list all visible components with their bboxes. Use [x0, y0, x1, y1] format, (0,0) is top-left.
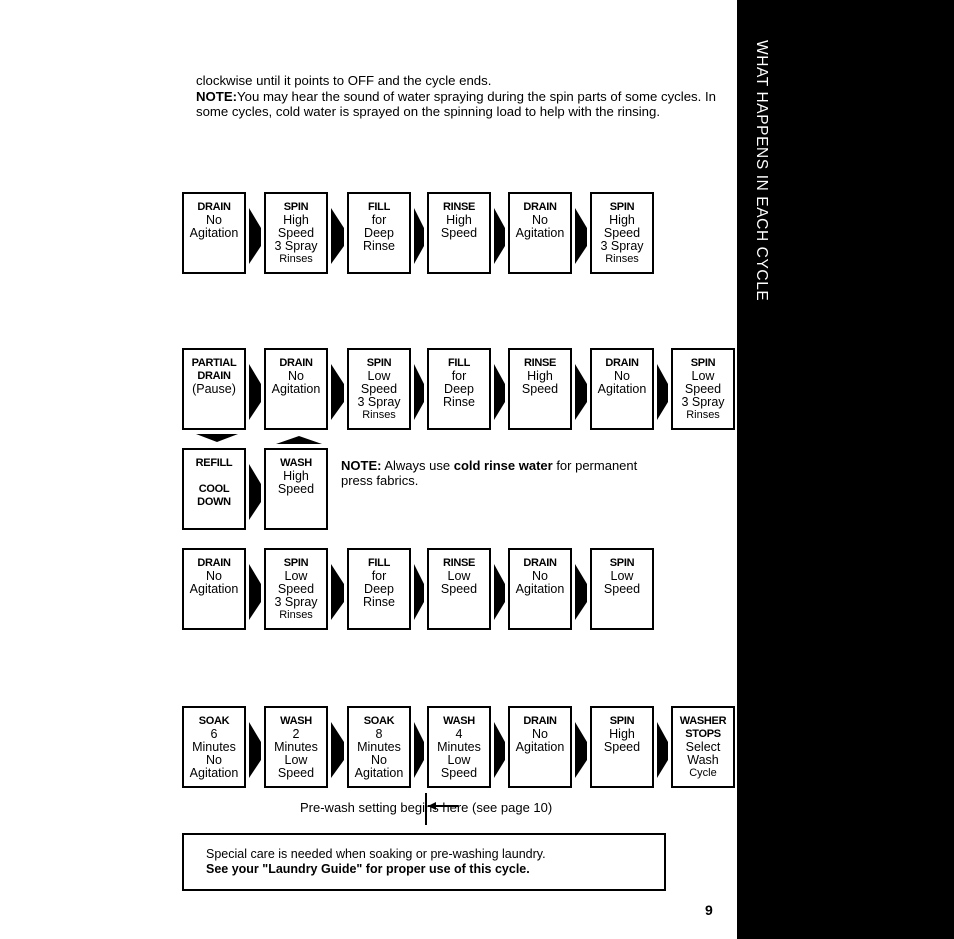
cycle-step: [264, 706, 328, 788]
step-line: Speed: [440, 582, 478, 596]
cycle-step: [182, 548, 246, 630]
step-line: Low: [367, 369, 391, 383]
flow-arrow-icon: [248, 720, 262, 780]
flow-arrow-icon: [574, 720, 588, 780]
up-arrow-icon: [276, 434, 322, 446]
flow-arrow-icon: [574, 362, 588, 422]
flow-arrow-icon: [248, 206, 262, 266]
step-line: Speed: [521, 382, 559, 396]
step-line: Agitation: [515, 740, 565, 754]
step-line: High: [283, 213, 309, 227]
cycle-step: [671, 706, 735, 788]
down-arrow-icon: [196, 432, 238, 444]
step-line: High: [527, 369, 553, 383]
step-line: Deep: [364, 226, 394, 240]
step-line: Agitation: [354, 766, 404, 780]
cycle-step: [508, 192, 572, 274]
flow-arrow-icon: [330, 720, 345, 780]
step-line: No: [532, 569, 548, 583]
cycle-step: [347, 548, 411, 630]
cycle-step: [590, 548, 654, 630]
step-line: No: [614, 369, 630, 383]
step-line: Speed: [684, 382, 722, 396]
special-line1: Special care is needed when soaking or pre-washing laundry.: [206, 847, 546, 861]
flow-arrow-icon: [413, 206, 425, 266]
step-line: FILL: [447, 357, 470, 369]
step-line: Rinses: [362, 409, 396, 421]
step-line: 3 Spray: [274, 595, 318, 609]
step-line: Select: [685, 740, 721, 754]
cycle-step: [264, 348, 328, 430]
step-line: Low: [284, 569, 308, 583]
flow-arrow-icon: [574, 206, 588, 266]
step-line: No: [206, 213, 222, 227]
step-line: (Pause): [192, 382, 236, 396]
step-line: Speed: [603, 740, 641, 754]
cycle-step: [427, 192, 491, 274]
step-line: FILL: [367, 557, 390, 569]
step-line: SPIN: [283, 201, 309, 213]
step-line: Deep: [364, 582, 394, 596]
step-line: Agitation: [189, 226, 239, 240]
cycle-step: [427, 548, 491, 630]
note2-label: NOTE:: [341, 458, 382, 473]
flow-arrow-icon: [574, 562, 588, 622]
step-line: for: [371, 213, 387, 227]
intro-note: [196, 89, 736, 120]
intro-line1: clockwise until it points to OFF and the cycle ends.: [196, 73, 492, 88]
step-line: DRAIN: [523, 715, 557, 727]
sidebar-title: WHAT HAPPENS IN EACH CYCLE: [753, 40, 770, 302]
step-line: 6: [210, 727, 218, 741]
step-line: SPIN: [366, 357, 392, 369]
step-line: REFILL: [195, 457, 233, 469]
cycle-step: [671, 348, 735, 430]
step-line: DRAIN: [523, 557, 557, 569]
step-line: WASH: [443, 715, 475, 727]
flow-arrow-icon: [413, 562, 425, 622]
step-line: 2: [292, 727, 300, 741]
step-line: Agitation: [189, 582, 239, 596]
step-line: No: [288, 369, 304, 383]
step-line: Rinses: [279, 609, 313, 621]
step-line: Minutes: [192, 740, 236, 754]
flow-arrow-icon: [248, 562, 262, 622]
step-line: Speed: [440, 766, 478, 780]
cycle-step: [264, 448, 328, 530]
step-line: Speed: [277, 482, 315, 496]
step-line: Speed: [277, 766, 315, 780]
step-line: 3 Spray: [600, 239, 644, 253]
page-number: 9: [705, 902, 713, 918]
flow-arrow-icon: [413, 720, 425, 780]
step-line: Speed: [360, 382, 398, 396]
step-line: No: [532, 213, 548, 227]
step-line: DRAIN: [197, 201, 231, 213]
step-line: SOAK: [198, 715, 230, 727]
flow-arrow-icon: [493, 720, 506, 780]
step-line: 8: [375, 727, 383, 741]
cycle-step: [264, 192, 328, 274]
flow-arrow-icon: [248, 362, 262, 422]
step-line: Agitation: [271, 382, 321, 396]
step-line: WASHER: [679, 715, 727, 727]
special-care-box: [182, 833, 666, 891]
flow-arrow-icon: [330, 362, 345, 422]
step-line: PARTIAL: [191, 357, 237, 369]
step-line: Deep: [444, 382, 474, 396]
cycle-step: [427, 348, 491, 430]
step-line: Minutes: [357, 740, 401, 754]
cycle-step: [182, 348, 246, 430]
step-line: Speed: [603, 226, 641, 240]
step-line: STOPS: [685, 728, 721, 740]
step-line: SPIN: [609, 715, 635, 727]
cycle-step: [347, 348, 411, 430]
step-line: Rinse: [363, 595, 395, 609]
step-line: Low: [284, 753, 308, 767]
step-line: DRAIN: [197, 370, 231, 382]
step-line: for: [451, 369, 467, 383]
flow-arrow-icon: [656, 720, 669, 780]
flow-arrow-icon: [248, 462, 262, 522]
step-line: SPIN: [283, 557, 309, 569]
step-line: RINSE: [523, 357, 557, 369]
step-line: Low: [447, 569, 471, 583]
step-line: Speed: [440, 226, 478, 240]
step-line: Low: [691, 369, 715, 383]
cycle-step: [590, 192, 654, 274]
step-line: DOWN: [197, 496, 231, 508]
step-line: Agitation: [597, 382, 647, 396]
flow-arrow-icon: [493, 562, 506, 622]
step-line: 3 Spray: [274, 239, 318, 253]
step-line: Cycle: [689, 767, 717, 779]
flow-arrow-icon: [330, 562, 345, 622]
flow-arrow-icon: [413, 362, 425, 422]
step-line: Low: [610, 569, 634, 583]
step-line: DRAIN: [197, 557, 231, 569]
cycle-step: [182, 706, 246, 788]
step-line: Speed: [277, 226, 315, 240]
step-line: High: [283, 469, 309, 483]
step-line: SPIN: [609, 557, 635, 569]
cycle-step: [508, 706, 572, 788]
step-line: WASH: [280, 715, 312, 727]
cycle-step: [508, 548, 572, 630]
cycle-step: [590, 706, 654, 788]
step-line: No: [206, 569, 222, 583]
step-line: Wash: [687, 753, 719, 767]
step-line: High: [446, 213, 472, 227]
step-line: DRAIN: [279, 357, 313, 369]
note-label: NOTE:: [196, 88, 238, 104]
cycle-step: [347, 192, 411, 274]
cold-rinse-note: NOTE: Always use cold rinse water for permanent press fabrics.: [341, 458, 638, 488]
step-line: Agitation: [189, 766, 239, 780]
step-line: RINSE: [442, 201, 476, 213]
step-line: High: [609, 727, 635, 741]
cycle-step: [590, 348, 654, 430]
cycle-step: [427, 706, 491, 788]
step-line: No: [206, 753, 222, 767]
step-line: DRAIN: [605, 357, 639, 369]
step-line: Speed: [277, 582, 315, 596]
cycle-step: [264, 548, 328, 630]
step-line: No: [371, 753, 387, 767]
step-line: FILL: [367, 201, 390, 213]
flow-arrow-icon: [493, 362, 506, 422]
step-line: 4: [455, 727, 463, 741]
flow-arrow-icon: [493, 206, 506, 266]
flow-arrow-icon: [330, 206, 345, 266]
step-line: Minutes: [437, 740, 481, 754]
step-line: Rinse: [363, 239, 395, 253]
step-line: 3 Spray: [681, 395, 725, 409]
note-text: You may hear the sound of water spraying during the spin parts of some cycles. In some cycles, cold water is sprayed on the spinning load to help with the rinsing.: [196, 88, 716, 119]
step-line: No: [532, 727, 548, 741]
step-line: DRAIN: [523, 201, 557, 213]
step-line: SOAK: [363, 715, 395, 727]
step-line: COOL: [198, 483, 230, 495]
step-line: High: [609, 213, 635, 227]
flow-arrow-icon: [656, 362, 669, 422]
step-line: Rinse: [443, 395, 475, 409]
intro-text: [196, 73, 736, 120]
step-line: Low: [447, 753, 471, 767]
step-line: Agitation: [515, 226, 565, 240]
cycle-step: [347, 706, 411, 788]
step-line: RINSE: [442, 557, 476, 569]
cycle-step: [508, 348, 572, 430]
step-line: Speed: [603, 582, 641, 596]
step-line: SPIN: [609, 201, 635, 213]
step-line: 3 Spray: [357, 395, 401, 409]
cycle-step: [182, 192, 246, 274]
step-line: for: [371, 569, 387, 583]
step-line: Agitation: [515, 582, 565, 596]
special-line2: See your "Laundry Guide" for proper use of this cycle.: [206, 862, 530, 876]
step-line: Minutes: [274, 740, 318, 754]
step-line: Rinses: [686, 409, 720, 421]
step-line: Rinses: [605, 253, 639, 265]
step-line: Rinses: [279, 253, 313, 265]
step-line: SPIN: [690, 357, 716, 369]
step-line: [212, 470, 215, 483]
cycle-step: [182, 448, 246, 530]
prewash-text: Pre-wash setting begins here (see page 10): [300, 800, 553, 815]
step-line: WASH: [280, 457, 312, 469]
